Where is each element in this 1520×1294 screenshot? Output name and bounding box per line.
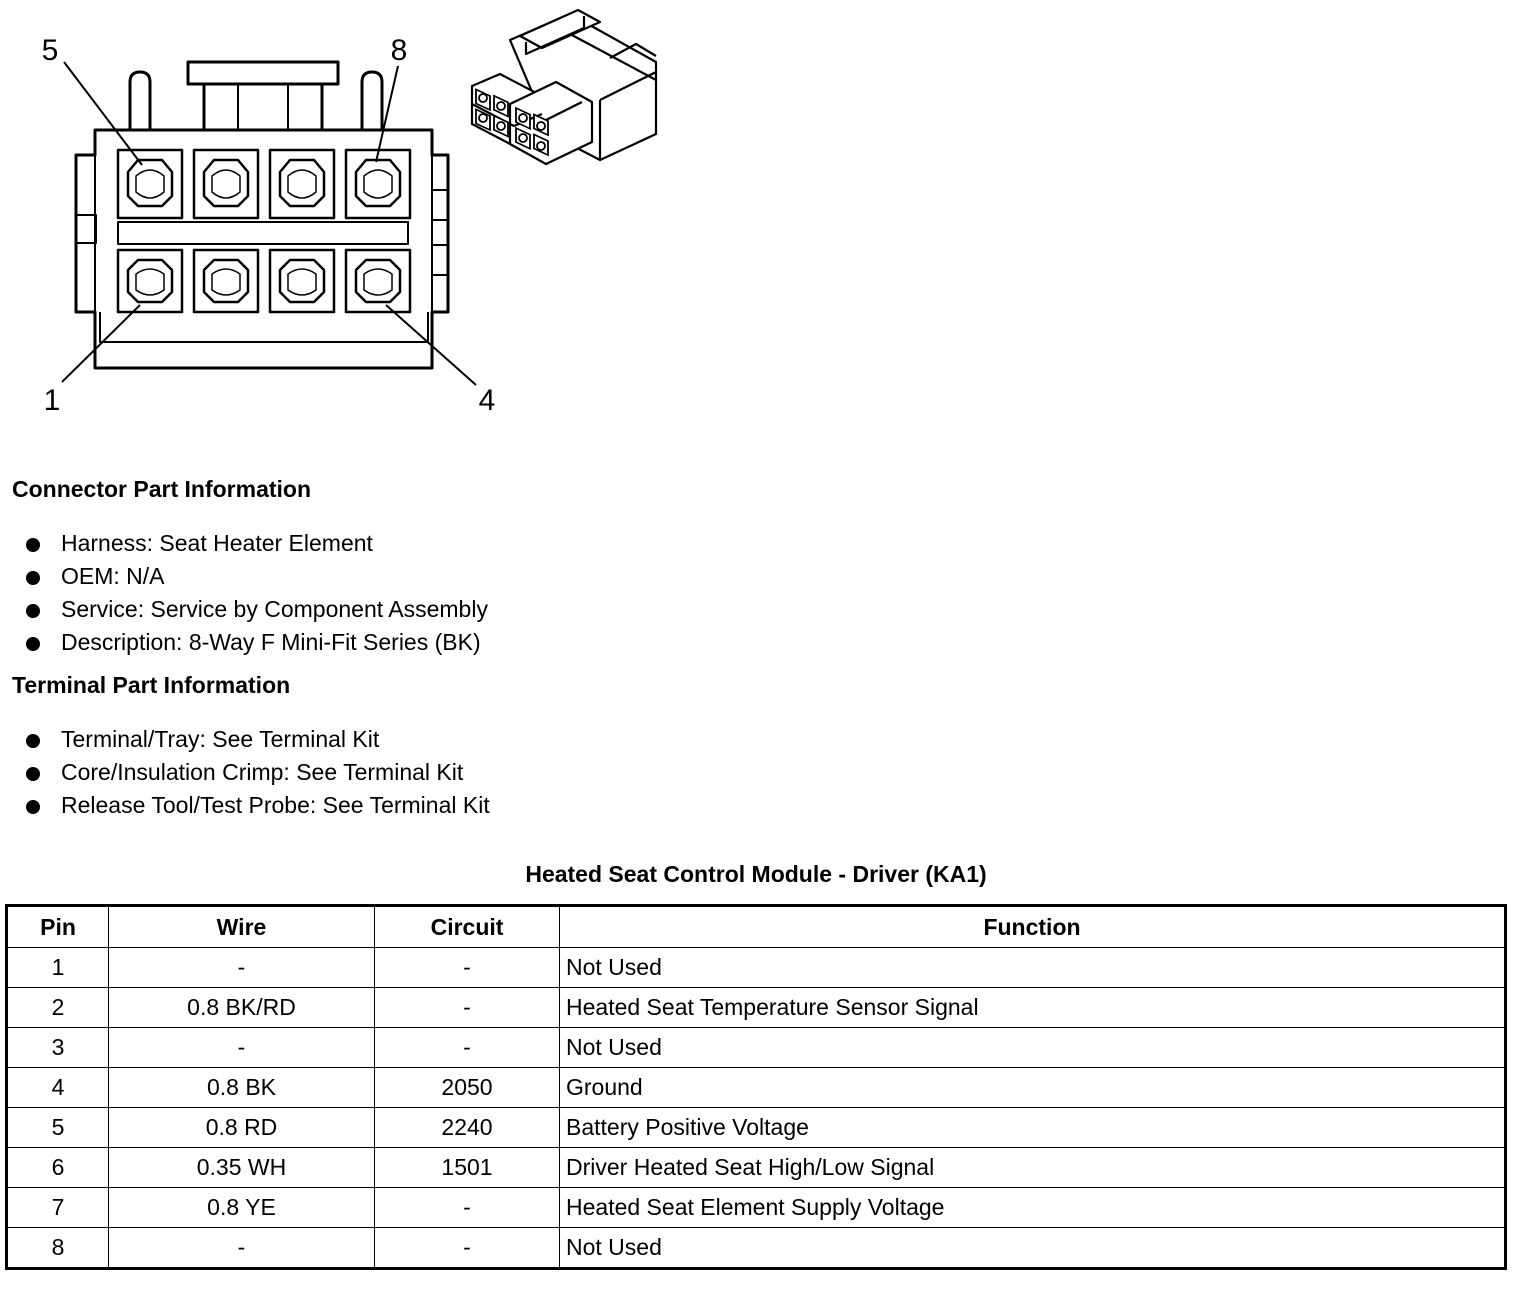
cell-wire: - xyxy=(109,948,375,988)
cell-wire: 0.8 RD xyxy=(109,1108,375,1148)
cell-wire: - xyxy=(109,1028,375,1068)
cell-wire: 0.8 YE xyxy=(109,1188,375,1228)
bullet-icon xyxy=(26,734,40,748)
cell-pin: 1 xyxy=(7,948,109,988)
terminal-info-list xyxy=(26,723,490,822)
cell-circuit: 2050 xyxy=(375,1068,560,1108)
terminal-info-heading: Terminal Part Information xyxy=(12,672,291,698)
header-pin: Pin xyxy=(7,906,109,948)
cell-pin: 8 xyxy=(7,1228,109,1269)
table-row xyxy=(7,1028,1506,1068)
header-function: Function xyxy=(560,906,1506,948)
cell-function: Not Used xyxy=(560,1228,1506,1269)
cell-circuit: 2240 xyxy=(375,1108,560,1148)
table-row xyxy=(7,1068,1506,1108)
pin-label-1: 1 xyxy=(43,384,61,417)
cell-pin: 7 xyxy=(7,1188,109,1228)
connector-isometric-diagram xyxy=(460,0,670,190)
list-item: Terminal/Tray: See Terminal Kit xyxy=(26,723,490,756)
bullet-icon xyxy=(26,767,40,781)
list-item: OEM: N/A xyxy=(26,560,488,593)
list-item: Core/Insulation Crimp: See Terminal Kit xyxy=(26,756,490,789)
cell-function: Not Used xyxy=(560,948,1506,988)
connector-face-diagram xyxy=(0,0,520,430)
cell-function: Heated Seat Element Supply Voltage xyxy=(560,1188,1506,1228)
list-item: Description: 8-Way F Mini-Fit Series (BK) xyxy=(26,626,488,659)
cell-wire: - xyxy=(109,1228,375,1269)
cell-pin: 5 xyxy=(7,1108,109,1148)
bullet-icon xyxy=(26,800,40,814)
list-item: Release Tool/Test Probe: See Terminal Kit xyxy=(26,789,490,822)
list-item: Harness: Seat Heater Element xyxy=(26,527,488,560)
cell-pin: 6 xyxy=(7,1148,109,1188)
table-title: Heated Seat Control Module - Driver (KA1) xyxy=(525,861,987,887)
bullet-icon xyxy=(26,538,40,552)
header-wire: Wire xyxy=(109,906,375,948)
table-header-row xyxy=(7,906,1506,948)
pinout-table xyxy=(5,904,1507,1270)
pin-label-4: 4 xyxy=(478,384,496,417)
table-row xyxy=(7,1188,1506,1228)
table-row xyxy=(7,988,1506,1028)
bullet-icon xyxy=(26,604,40,618)
cell-pin: 3 xyxy=(7,1028,109,1068)
cell-circuit: - xyxy=(375,1028,560,1068)
cell-function: Heated Seat Temperature Sensor Signal xyxy=(560,988,1506,1028)
table-row xyxy=(7,1148,1506,1188)
cell-circuit: - xyxy=(375,988,560,1028)
cell-function: Ground xyxy=(560,1068,1506,1108)
cell-pin: 4 xyxy=(7,1068,109,1108)
cell-function: Driver Heated Seat High/Low Signal xyxy=(560,1148,1506,1188)
bullet-icon xyxy=(26,571,40,585)
cell-pin: 2 xyxy=(7,988,109,1028)
table-row xyxy=(7,1228,1506,1269)
cell-circuit: - xyxy=(375,1188,560,1228)
header-circuit: Circuit xyxy=(375,906,560,948)
cell-function: Not Used xyxy=(560,1028,1506,1068)
table-row xyxy=(7,948,1506,988)
pin-label-5: 5 xyxy=(41,34,59,67)
cell-circuit: - xyxy=(375,1228,560,1269)
cell-wire: 0.8 BK/RD xyxy=(109,988,375,1028)
cell-circuit: - xyxy=(375,948,560,988)
cell-circuit: 1501 xyxy=(375,1148,560,1188)
cell-function: Battery Positive Voltage xyxy=(560,1108,1506,1148)
cell-wire: 0.8 BK xyxy=(109,1068,375,1108)
cell-wire: 0.35 WH xyxy=(109,1148,375,1188)
bullet-icon xyxy=(26,637,40,651)
list-item: Service: Service by Component Assembly xyxy=(26,593,488,626)
connector-info-heading: Connector Part Information xyxy=(12,476,312,502)
pin-label-8: 8 xyxy=(390,34,408,67)
connector-info-list xyxy=(26,527,488,659)
table-row xyxy=(7,1108,1506,1148)
